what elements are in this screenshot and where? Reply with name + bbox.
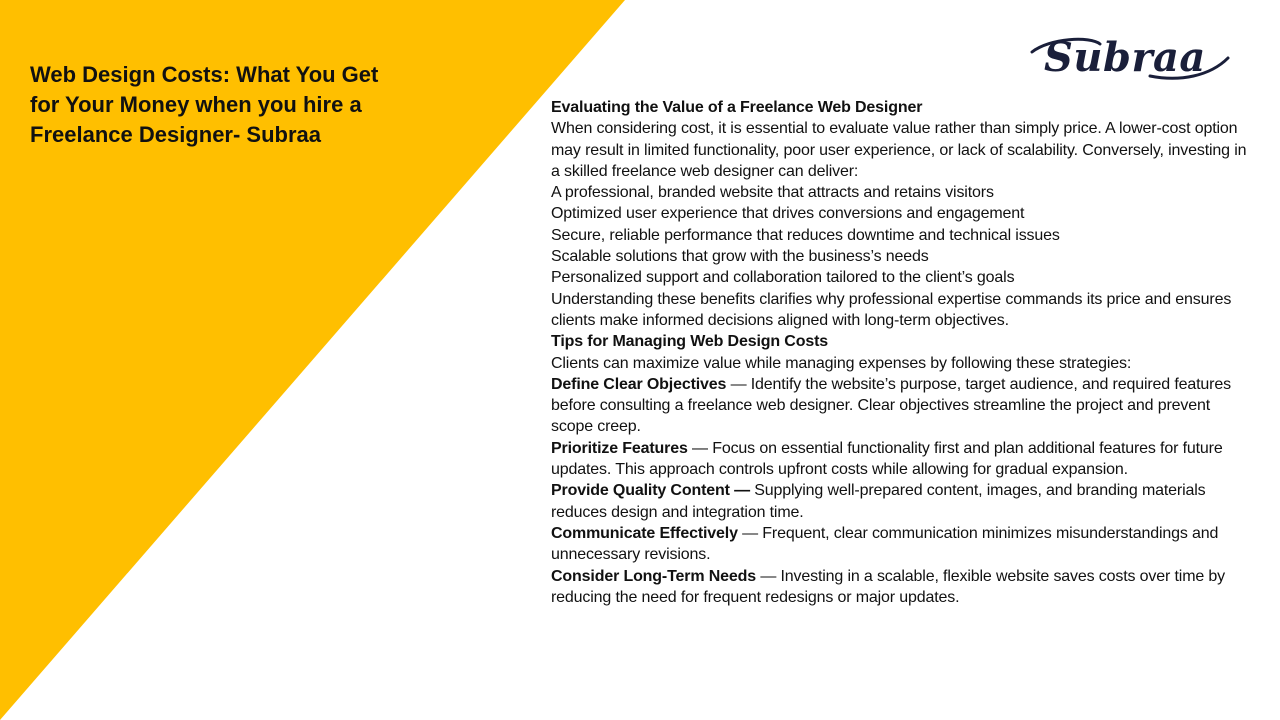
tip-label: Prioritize Features (551, 439, 688, 457)
tip-label: Provide Quality Content — (551, 482, 750, 500)
tip-label: Define Clear Objectives (551, 375, 727, 393)
section-conclusion: Understanding these benefits clarifies why professional expertise commands its price and ensures clients make informed decisions aligned with long-term objectives. (551, 290, 1232, 329)
benefit-item: Personalized support and collaboration tailored to the client’s goals (551, 269, 1015, 287)
tip-label: Consider Long-Term Needs (551, 567, 757, 585)
benefit-item: Secure, reliable performance that reduces downtime and technical issues (551, 226, 1060, 244)
section-intro-value: When considering cost, it is essential to evaluate value rather than simply price. A lower-cost option may result in limited functionality, poor user experience, or lack of scalability. Conversely, investing in a skilled freelance web designer can deliver: (551, 120, 1247, 180)
tip-text: — Focus on essential functionality first and plan additional features for future updates. This approach controls upfront costs while allowing for gradual expansion. (551, 439, 1223, 479)
section-intro-tips: Clients can maximize value while managing expenses by following these strategies: (551, 354, 1132, 372)
tip-item (551, 374, 1251, 438)
tip-item (551, 480, 1251, 523)
benefit-item: Scalable solutions that grow with the business’s needs (551, 248, 929, 266)
tip-label: Communicate Effectively (551, 524, 738, 542)
tip-item (551, 438, 1251, 481)
tip-text: — Identify the website’s purpose, target audience, and required features before consulting a freelance web designer. Clear objectives streamline the project and prevent scope creep. (551, 375, 1231, 436)
slide-title: Web Design Costs: What You Get for Your Money when you hire a Freelance Designer- Subraa (30, 62, 379, 147)
section-heading-tips: Tips for Managing Web Design Costs (551, 333, 829, 351)
benefit-item: Optimized user experience that drives conversions and engagement (551, 205, 1025, 223)
tip-item (551, 523, 1251, 566)
section-heading-value: Evaluating the Value of a Freelance Web Designer (551, 99, 923, 116)
benefit-item: A professional, branded website that attracts and retains visitors (551, 184, 994, 202)
tip-text: Supplying well-prepared content, images, and branding materials reduces design and integration time. (551, 482, 1206, 521)
content-body (551, 97, 1251, 608)
logo-text: Subraa (1044, 34, 1206, 81)
tip-item (551, 566, 1251, 609)
subraa-logo (1030, 30, 1206, 81)
tip-text: — Investing in a scalable, flexible website saves costs over time by reducing the need for frequent redesigns or major updates. (551, 567, 1226, 606)
tip-text: — Frequent, clear communication minimizes misunderstandings and unnecessary revisions. (551, 524, 1219, 564)
